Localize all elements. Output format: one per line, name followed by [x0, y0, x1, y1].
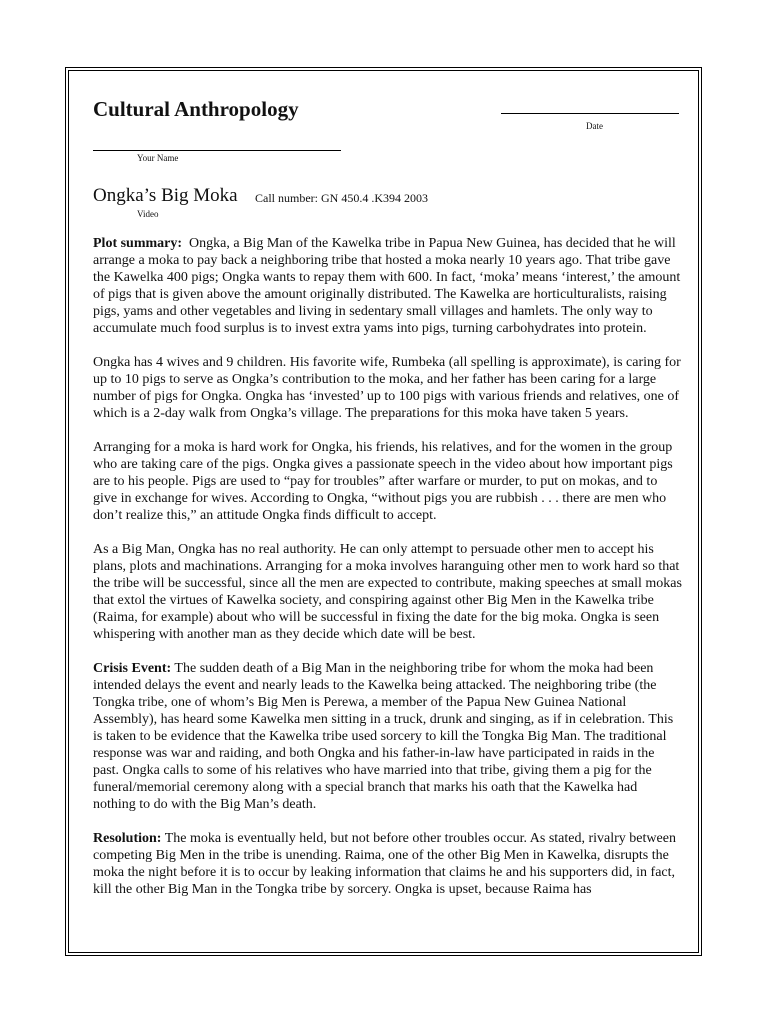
medium-label: Video: [137, 209, 159, 219]
crisis-event-text: The sudden death of a Big Man in the neighboring tribe for whom the moka had been intended delays the event and nearly leads to the Kawelka being attacked. The neighboring tribe (the Tongka tribe, one of whom’s Big Men is Perewa, a member of the Papua New Guinea National Assembly), has heard some Kawelka men sitting in a truck, drunk and singing, as if in celebration. This is taken to be evidence that the Kawelka tribe used sorcery to kill the Tongka Big Man. The traditional response was war and raiding, and both Ongka and his father-in-law have participated in raids in the past. Ongka calls to some of his relatives who have married into that tribe, giving them a pig for the funeral/memorial ceremony along with a special branch that marks his oath that the Kawelka had nothing to do with the Big Man’s death.: [93, 661, 674, 812]
call-number: Call number: GN 450.4 .K394 2003: [255, 191, 428, 205]
name-blank-line: [93, 150, 341, 151]
plot-summary-text: Ongka, a Big Man of the Kawelka tribe in Papua New Guinea, has decided that he will arrange a moka to pay back a neighboring tribe that hosted a moka nearly 10 years ago. That tribe gave the Kawelka 400 pigs; Ongka wants to repay them with 600. In fact, ‘moka’ means ‘interest,’ the amount of pigs that is given above the amount originally distributed. The Kawelka are horticulturalists, raising pigs, yams and other vegetables and living in sedentary small villages and hamlets. The only way to accumulate much food surplus is to invest extra yams into pigs, turning carbohydrates into protein.: [93, 236, 681, 336]
date-label: Date: [586, 121, 603, 131]
body-text: [93, 235, 683, 915]
name-label: Your Name: [137, 153, 179, 163]
paragraph-wives: Ongka has 4 wives and 9 children. His favorite wife, Rumbeka (all spelling is approximate), is caring for up to 10 pigs to serve as Ongka’s contribution to the moka, and her father has been caring for a large number of pigs for Ongka. Ongka has ‘invested’ up to 100 pigs with various friends and relatives, one of which is a 2-day walk from Ongka’s village. The preparations for this moka have taken 5 years.: [93, 355, 681, 421]
resolution-paragraph: [93, 830, 683, 898]
plot-summary-heading: Plot summary:: [93, 236, 183, 251]
date-blank-line: [501, 113, 679, 114]
document-page: [68, 70, 699, 953]
paragraph-arranging: Arranging for a moka is hard work for Ongka, his friends, his relatives, and for the women in the group who are taking care of the pigs. Ongka gives a passionate speech in the video about how important pigs are to his people. Pigs are used to “pay for troubles” after warfare or murder, to put on mokas, and to give in exchange for wives. According to Ongka, “without pigs you are rubbish . . . there are men who don’t realize this,” an attitude Ongka finds difficult to accept.: [93, 440, 673, 523]
crisis-event-paragraph: [93, 660, 683, 813]
paragraph-big-man: As a Big Man, Ongka has no real authority. He can only attempt to persuade other men to accept his plans, plots and machinations. Arranging for a moka involves haranguing other men to work hard so that the tribe will be successful, since all the men are expected to contribute, making speeches at small mokas that extol the virtues of Kawelka society, and conspiring against other Big Men in the Kawelka tribe (Raima, for example) about who will be successful in fixing the date for the big moka. Ongka is seen whispering with another man as they decide which date will be best.: [93, 542, 682, 642]
course-title: Cultural Anthropology: [93, 97, 299, 121]
film-title: Ongka’s Big Moka: [93, 185, 238, 206]
crisis-event-heading: Crisis Event:: [93, 661, 172, 676]
resolution-heading: Resolution:: [93, 831, 162, 846]
resolution-text: The moka is eventually held, but not before other troubles occur. As stated, rivalry between competing Big Men in the tribe is unending. Raima, one of the other Big Men in Kawelka, disrupts the moka the night before it is to occur by leaking information that claims he and his supporters did, in fact, kill the other Big Man in the Tongka tribe by sorcery. Ongka is upset, because Raima has: [93, 831, 676, 897]
plot-summary-paragraph: [93, 235, 683, 337]
document-outer-border: [65, 67, 702, 956]
